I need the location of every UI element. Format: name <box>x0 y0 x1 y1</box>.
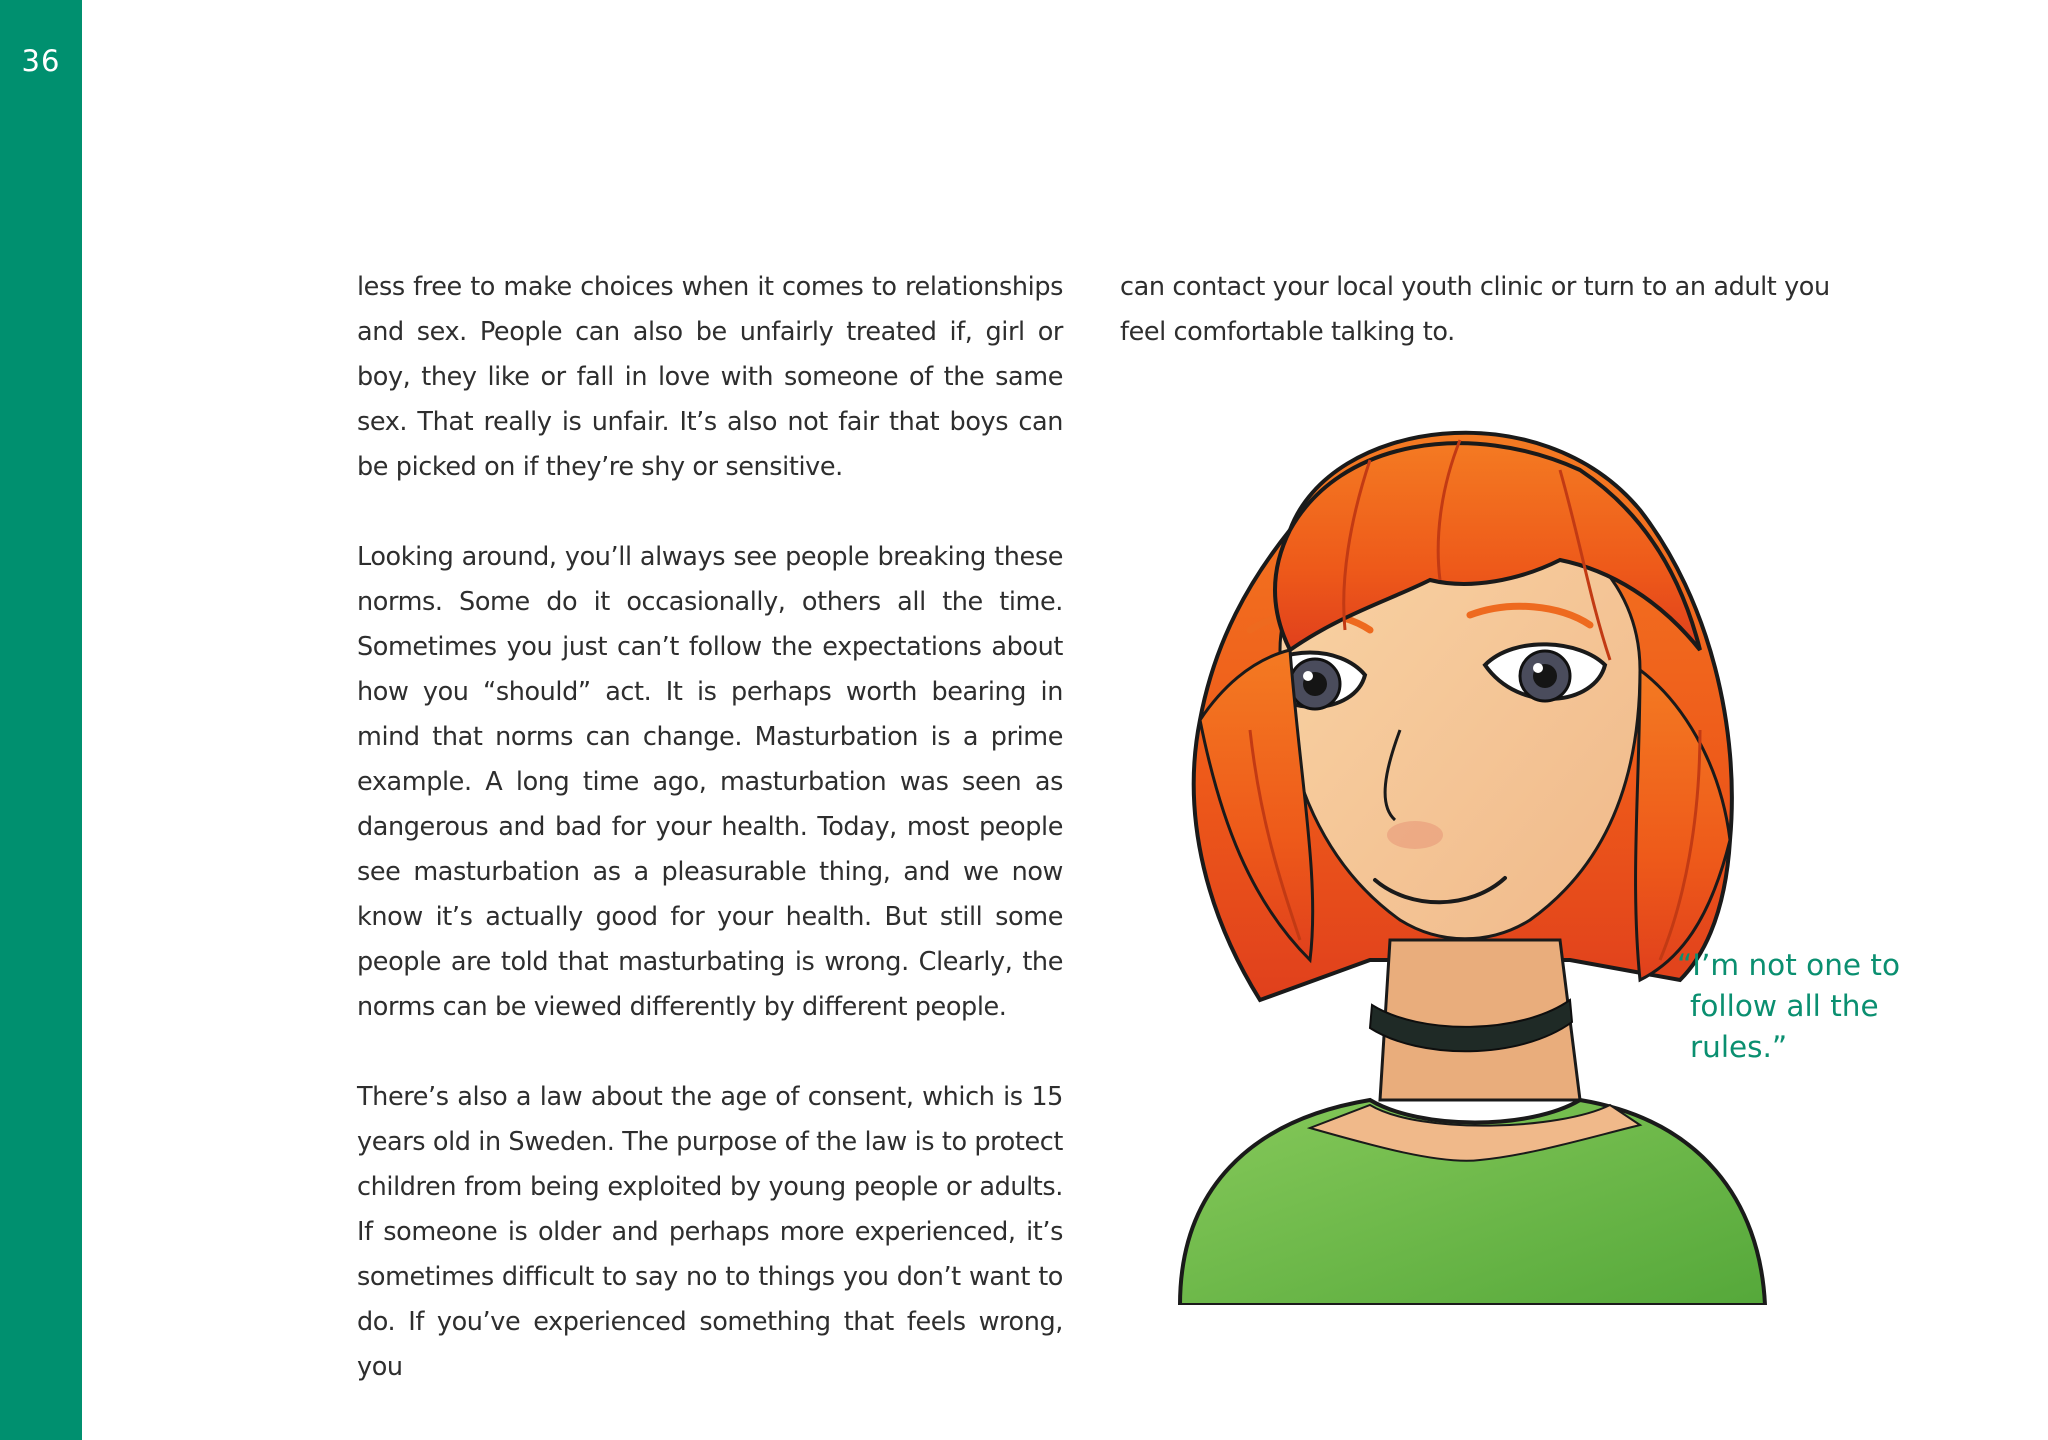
side-color-bar <box>0 0 82 1440</box>
character-quote <box>1677 945 1937 1068</box>
girl-portrait-illustration <box>1140 400 1780 1305</box>
quote-line: rules.” <box>1690 1030 1788 1064</box>
right-text-column <box>1120 265 1840 355</box>
paragraph: less free to make choices when it comes to relationships and sex. People can also be unfairly treated if, girl or boy, they like or fall in love with someone of the same sex. That really is unfair. It’s also not fair that boys can be picked on if they’re shy or sensitive. <box>357 272 1063 482</box>
left-text-column <box>357 265 1063 1435</box>
quote-line: “I’m not one to <box>1677 948 1901 982</box>
paragraph: Looking around, you’ll always see people breaking these norms. Some do it occasionally, others all the time. Sometimes you just can’t follow the expectations about how you “should” act. It is perhaps worth bearing in mind that norms can change. Masturbation is a prime example. A long time ago, masturbation was seen as dangerous and bad for your health. Today, most people see masturbation as a pleasurable thing, and we now know it’s actually good for your health. But still some people are told that masturbating is wrong. Clearly, the norms can be viewed differently by different people. <box>357 542 1063 1022</box>
paragraph: There’s also a law about the age of consent, which is 15 years old in Sweden. The purpose of the law is to protect children from being exploited by young people or adults. If someone is older and perhaps more experienced, it’s sometimes difficult to say no to things you don’t want to do. If you’ve experienced something that feels wrong, you <box>357 1082 1063 1382</box>
page-number: 36 <box>21 44 61 78</box>
paragraph: can contact your local youth clinic or turn to an adult you feel comfortable talking to. <box>1120 272 1830 347</box>
quote-line: follow all the <box>1690 989 1879 1023</box>
